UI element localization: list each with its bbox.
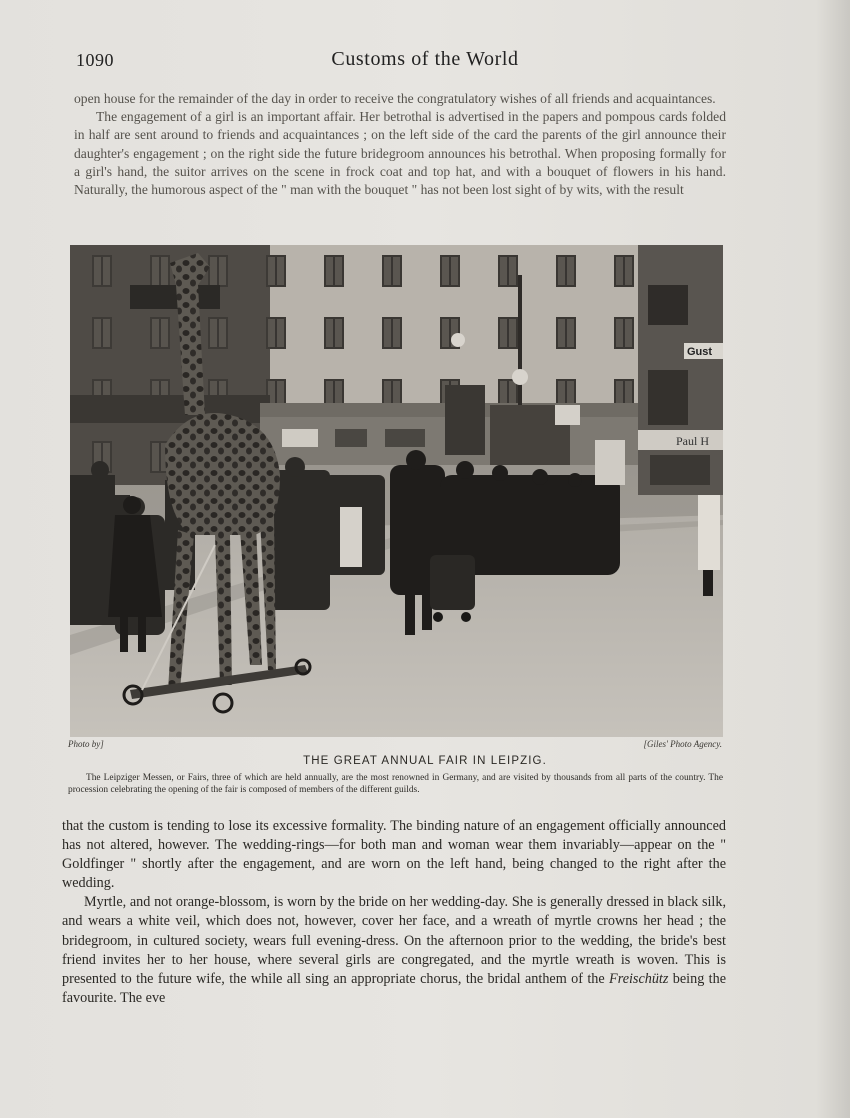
freischutz-title: Freischütz xyxy=(609,970,669,987)
photo-credit-left: Photo by] xyxy=(68,739,104,749)
paragraph-continuation: open house for the remainder of the day in order to receive the congratulatory wishes of all friends and acquaintances. xyxy=(74,91,716,106)
photograph-leipzig-fair xyxy=(70,245,723,737)
caption-text: The Leipziger Messen, or Fairs, three of which are held annually, are the most renowned in Germany, and are visited by thousands from all parts of the country. The procession celebrating the opening of the fair is composed of members of the different guilds. xyxy=(68,773,723,796)
caption-title: THE GREAT ANNUAL FAIR IN LEIPZIG. xyxy=(303,755,547,767)
photo-credit-right: [Giles' Photo Agency. xyxy=(643,739,722,749)
page-number: 1090 xyxy=(76,50,114,70)
myrtle-text-end: being the favourite. The eve xyxy=(62,970,727,1006)
shop-sign-paul: Paul H xyxy=(676,434,709,448)
running-head: Customs of the World xyxy=(331,48,519,70)
paragraph-engagement: The engagement of a girl is an important affair. Her betrothal is advertised in the papers and pompous cards folded in half are sent around to friends and acquaintances ; on the left side of the card the parents of the girl announce their daughter's engagement ; on the right side the future bridegroom announces his betrothal. When proposing formally for a girl's hand, the suitor arrives on the scene in frock coat and top hat, and with a bouquet of flowers in his hand. Naturally, the humorous aspect of the " man with the bouquet " has not been lost sight of by wits, with the result xyxy=(74,109,726,198)
paragraph-formality: that the custom is tending to lose its excessive formality. The binding nature of an engagement officially announced has not altered, however. The wedding-rings—for both man and woman wear them invariably—appear on the " Goldfinger " shortly after the engagement, and are worn on the left hand, being changed to the right after the wedding. xyxy=(62,818,726,892)
paragraph-myrtle xyxy=(62,893,726,1008)
building-right xyxy=(638,245,723,495)
top-text-block xyxy=(74,90,726,199)
bottom-text-block xyxy=(62,817,726,1008)
myrtle-text-start: Myrtle, and not orange-blossom, is worn by the bride on her wedding-day. She is generally dressed in black silk, and wears a white veil, which does not, however, cover her face, and a wreath of myrtle crowns her head ; the bridegroom, in cultured society, wears full evening-dress. On the afternoon prior to the wedding, the bride's best friend invites her to her house, where several girls are congregated, and the myrtle wreath is woven. This is presented to the future wife, the while all sing an appropriate chorus, the bridal anthem of the xyxy=(62,894,726,987)
shop-sign-gust: Gust xyxy=(687,346,713,358)
